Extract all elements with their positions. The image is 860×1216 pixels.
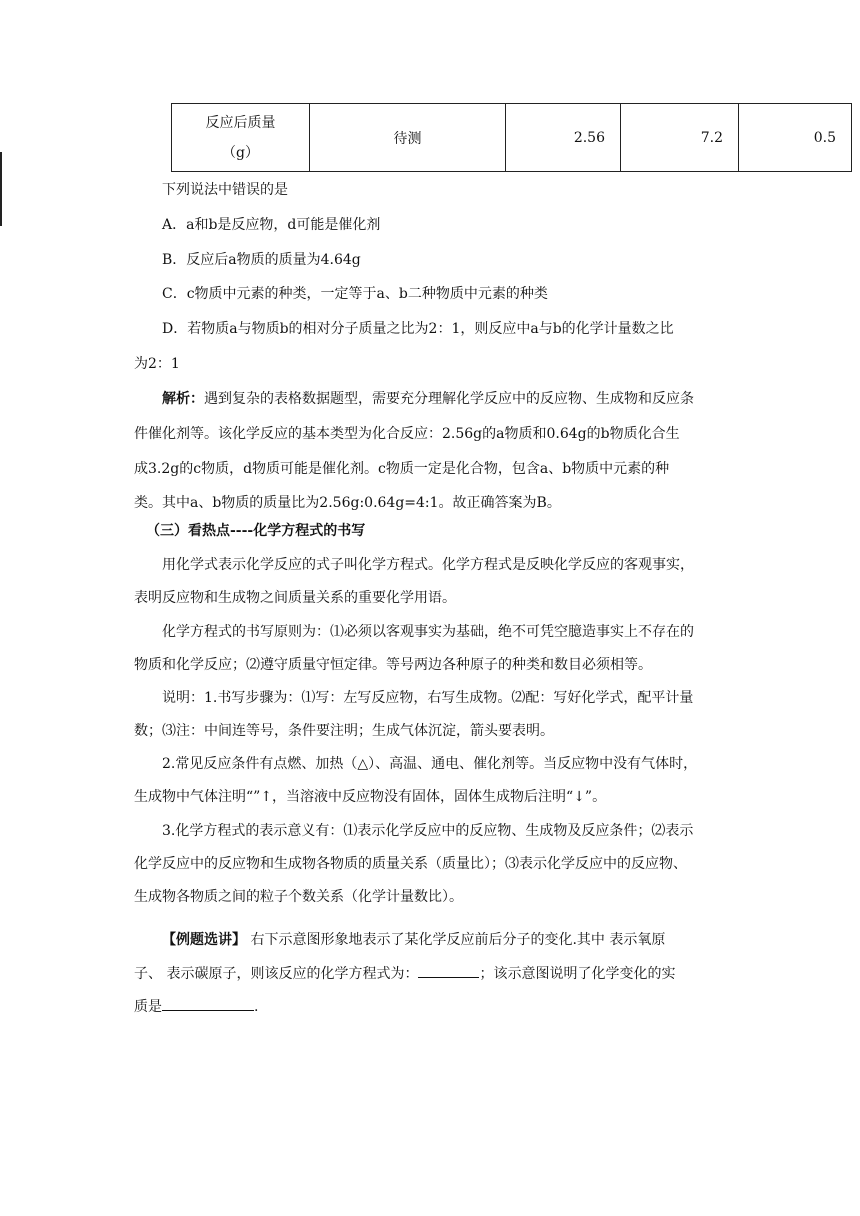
paragraph-line: 表明反应物和生成物之间质量关系的重要化学用语。 <box>134 590 456 606</box>
option-d-cont: 为2：1 <box>134 356 180 372</box>
section-title: （三）看热点----化学方程式的书写 <box>146 523 366 539</box>
paragraph-line: 3.化学方程式的表示意义有：⑴表示化学反应中的反应物、生成物及反应条件；⑵表示 <box>162 823 694 839</box>
option-d: D．若物质a与物质b的相对分子质量之比为2：1，则反应中a与b的化学计量数之比 <box>162 321 674 337</box>
question-stem: 下列说法中错误的是 <box>162 182 288 198</box>
analysis-line-3: 成3.2g的c物质，d物质可能是催化剂。c物质一定是化合物，包含a、b物质中元素的种 <box>134 461 670 477</box>
mass-table <box>171 103 852 172</box>
example-text: . <box>254 999 259 1015</box>
analysis-label: 解析： <box>162 391 204 407</box>
value-cell-b: 2.56 <box>506 104 621 172</box>
paragraph-line: 数；⑶注：中间连等号，条件要注明；生成气体沉淀，箭头要表明。 <box>134 723 554 739</box>
value-cell-c: 7.2 <box>621 104 739 172</box>
row-label-cell <box>172 104 310 172</box>
analysis-text: 遇到复杂的表格数据题型，需要充分理解化学反应中的反应物、生成物和反应条 <box>204 391 694 407</box>
example-text: 右下示意图形象地表示了某化学反应前后分子的变化.其中 表示氧原 <box>250 932 666 948</box>
paragraph-line: 说明：1.书写步骤为：⑴写：左写反应物，右写生成物。⑵配：写好化学式，配平计量 <box>162 690 694 706</box>
paragraph-line: 化学方程式的书写原则为：⑴必须以客观事实为基础，绝不可凭空臆造事实上不存在的 <box>162 624 694 640</box>
row-label-line1: 反应后质量 <box>205 114 276 131</box>
value-cell-a: 待测 <box>310 104 506 172</box>
paragraph-line: 用化学式表示化学反应的式子叫化学方程式。化学方程式是反映化学反应的客观事实， <box>162 557 694 573</box>
option-b: B．反应后a物质的质量为4.64g <box>162 252 361 268</box>
analysis-line-4: 类。其中a、b物质的质量比为2.56g:0.64g=4:1。故正确答案为B。 <box>134 495 561 511</box>
paragraph-line: 生成物各物质之间的粒子个数关系（化学计量数比）。 <box>134 889 463 905</box>
example-text: ；该示意图说明了化学变化的实 <box>479 966 676 982</box>
option-c: C．c物质中元素的种类，一定等于a、b二种物质中元素的种类 <box>162 286 548 302</box>
analysis-line-1 <box>162 389 694 409</box>
table-row <box>172 104 852 172</box>
paragraph-line: 物质和化学反应；⑵遵守质量守恒定律。等号两边各种原子的种类和数目必须相等。 <box>134 657 652 673</box>
option-a: A．a和b是反应物，d可能是催化剂 <box>162 217 381 233</box>
example-line-2 <box>134 963 675 984</box>
example-line-3 <box>134 996 258 1017</box>
example-label: 【例题选讲】 <box>162 932 246 948</box>
equation-blank[interactable] <box>418 963 479 978</box>
analysis-line-2: 件催化剂等。该化学反应的基本类型为化合反应：2.56g的a物质和0.64g的b物质化合生 <box>134 426 680 442</box>
essence-blank[interactable] <box>162 996 254 1011</box>
paragraph-line: 生成物中气体注明“”↑，当溶液中反应物没有固体，固体生成物后注明“↓”。 <box>134 789 607 805</box>
example-text: 子、 表示碳原子，则该反应的化学方程式为： <box>134 966 419 982</box>
paragraph-line: 化学反应中的反应物和生成物各物质的质量关系（质量比）；⑶表示化学反应中的反应物、 <box>134 856 687 872</box>
page-margin-marker <box>0 152 2 226</box>
example-text: 质是 <box>134 999 162 1015</box>
row-label-line2: （g） <box>222 144 259 161</box>
value-cell-d: 0.5 <box>739 104 852 172</box>
paragraph-line: 2.常见反应条件有点燃、加热（△）、高温、通电、催化剂等。当反应物中没有气体时， <box>162 756 698 772</box>
example-line-1 <box>162 930 665 950</box>
